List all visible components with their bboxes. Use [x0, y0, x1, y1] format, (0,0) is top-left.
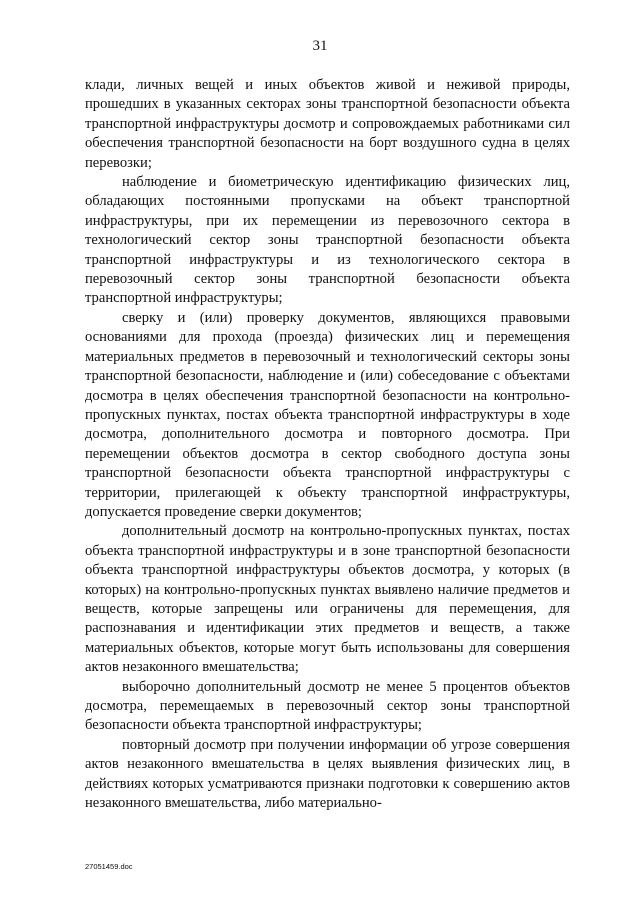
paragraph-selective-inspection: выборочно дополнительный досмотр не менее 5 процентов объектов досмотра, перемещаемых в перевозочный сектор зоны транспортной безопасности объекта транспортной инфраструктуры; [85, 678, 570, 734]
footer-filename: 27051459.doc [85, 862, 133, 871]
paragraph-additional-inspection: дополнительный досмотр на контрольно-пропускных пунктах, постах объекта транспортной инфраструктуры и в зоне транспортной безопасности объекта транспортной инфраструктуры объектов досмотра, у которых (в которых) на контрольно-пропускных пунктах выявлено наличие предметов и веществ, которые запрещены или ограничены для перемещения, для распознавания и идентификации этих предметов и веществ, а также материальных объектов, которые могут быть использованы для совершения актов незаконного вмешательства; [85, 523, 570, 676]
paragraph-continuation: клади, личных вещей и иных объектов живой и неживой природы, прошедших в указанных секторах зоны транспортной безопасности объекта транспортной инфраструктуры досмотр и сопровождаемых работниками сил обеспечения транспортной безопасности на борт воздушного судна в целях перевозки; [85, 77, 570, 171]
paragraph-biometric-observation: наблюдение и биометрическую идентификацию физических лиц, обладающих постоянными пропусками на объект транспортной инфраструктуры, при их перемещении из перевозочного сектора в технологический сектор зоны транспортной безопасности объекта транспортной инфраструктуры и из технологического сектора в перевозочный сектор зоны транспортной безопасности объекта транспортной инфраструктуры; [85, 174, 570, 307]
page-number: 31 [312, 38, 328, 54]
paragraph-document-check: сверку и (или) проверку документов, являющихся правовыми основаниями для прохода (проезда) физических лиц и перемещения материальных предметов в перевозочный и технологический секторы зоны транспортной безопасности, наблюдение и (или) собеседование с объектами досмотра в целях обеспечения транспортной безопасности на контрольно-пропускных пунктах, постах объекта транспортной инфраструктуры в ходе досмотра, дополнительного досмотра и повторного досмотра. При перемещении объектов досмотра в сектор свободного доступа зоны транспортной безопасности объекта транспортной инфраструктуры с территории, прилегающей к объекту транспортной инфраструктуры, допускается проведение сверки документов; [85, 309, 570, 520]
document-body [85, 76, 570, 813]
paragraph-repeat-inspection: повторный досмотр при получении информации об угрозе совершения актов незаконного вмешательства в целях выявления физических лиц, в действиях которых усматриваются признаки подготовки к совершению актов незаконного вмешательства, либо материально- [85, 736, 570, 812]
